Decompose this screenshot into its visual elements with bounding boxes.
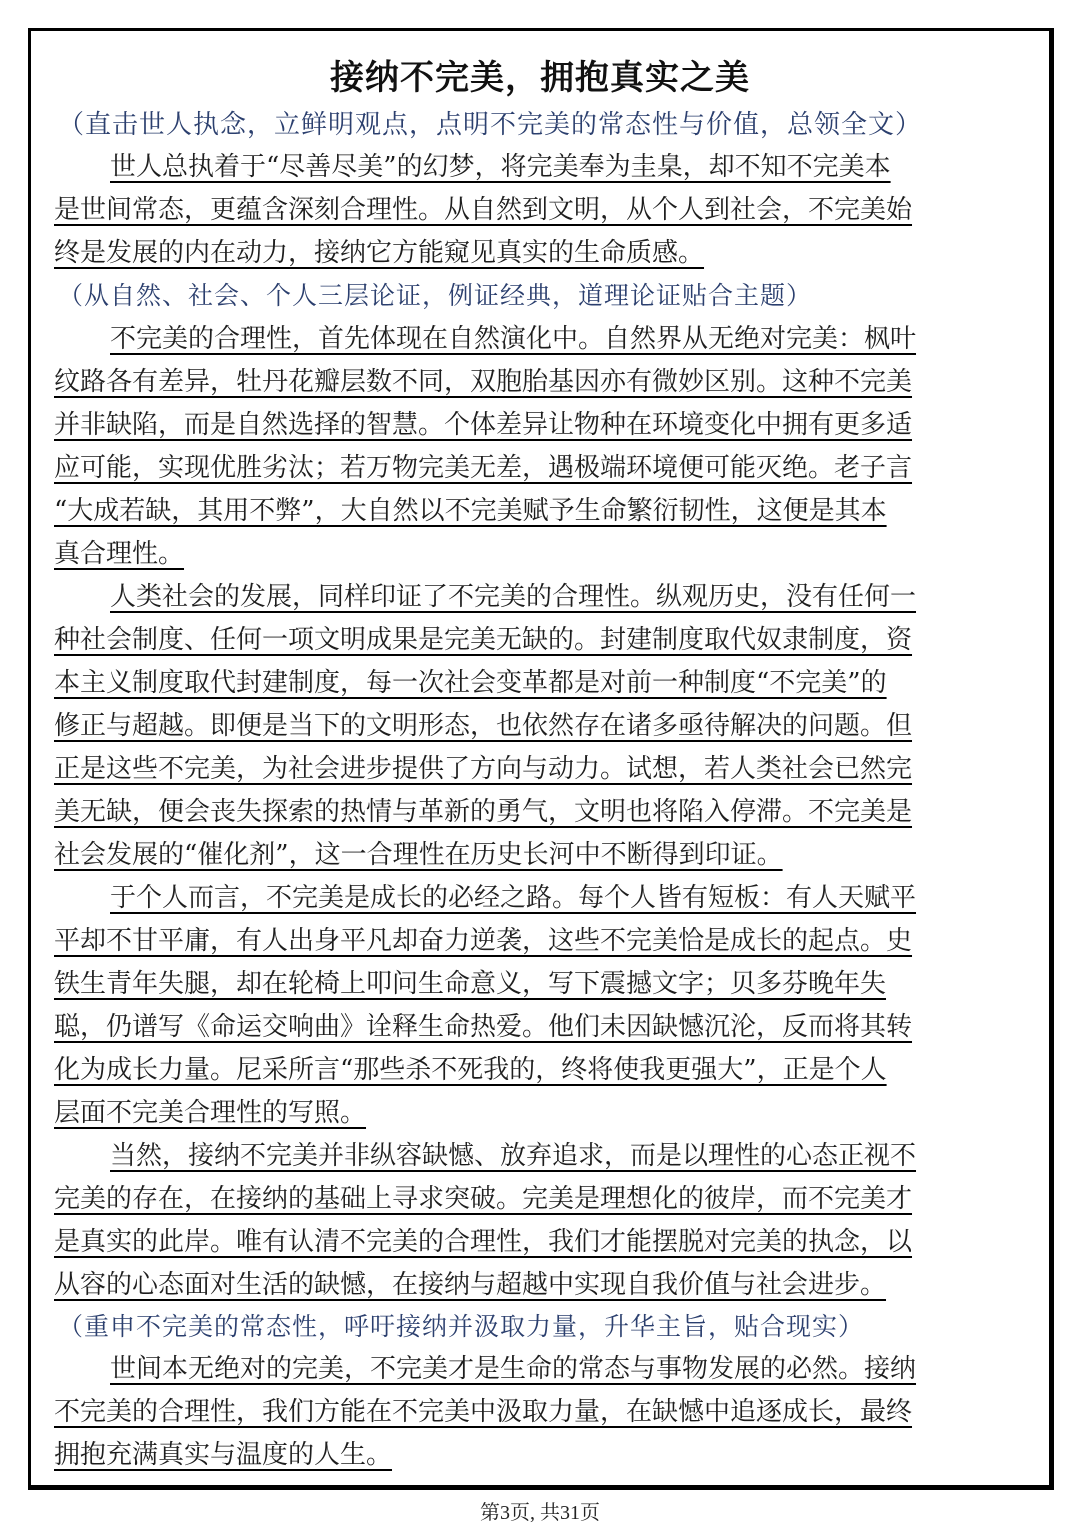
essay-line: 人类社会的发展，同样印证了不完美的合理性。纵观历史，没有任何一 bbox=[110, 582, 917, 612]
essay-title: 接纳不完美，拥抱真实之美 bbox=[330, 58, 750, 98]
annotation-conclusion: （重申不完美的常态性，呼吁接纳并汲取力量，升华主旨，贴合现实） bbox=[58, 1312, 865, 1341]
essay-line: 是真实的此岸。唯有认清不完美的合理性，我们才能摆脱对完美的执念，以 bbox=[54, 1227, 913, 1257]
essay-line: 完美的存在，在接纳的基础上寻求突破。完美是理想化的彼岸，而不完美才 bbox=[54, 1184, 913, 1214]
essay-line: 于个人而言，不完美是成长的必经之路。每个人皆有短板：有人天赋平 bbox=[110, 883, 917, 913]
essay-line: 本主义制度取代封建制度，每一次社会变革都是对前一种制度“不完美”的 bbox=[54, 668, 887, 698]
essay-line: 平却不甘平庸，有人出身平凡却奋力逆袭，这些不完美恰是成长的起点。史 bbox=[54, 926, 913, 956]
essay-line: 层面不完美合理性的写照。 bbox=[54, 1098, 367, 1128]
essay-line: 聪，仍谱写《命运交响曲》诠释生命热爱。他们未因缺憾沉沦，反而将其转 bbox=[54, 1012, 913, 1042]
annotation-intro: （直击世人执念，立鲜明观点，点明不完美的常态性与价值，总领全文） bbox=[58, 110, 923, 140]
essay-line: 真合理性。 bbox=[54, 539, 185, 569]
essay-line: 社会发展的“催化剂”，这一合理性在历史长河中不断得到印证。 bbox=[54, 840, 783, 870]
essay-line: 终是发展的内在动力，接纳它方能窥见真实的生命质感。 bbox=[54, 238, 705, 268]
essay-line: 修正与超越。即便是当下的文明形态，也依然存在诸多亟待解决的问题。但 bbox=[54, 711, 913, 741]
essay-line: 拥抱充满真实与温度的人生。 bbox=[54, 1440, 393, 1470]
page-number: 第3页, 共31页 bbox=[480, 1502, 600, 1524]
essay-line: 正是这些不完美，为社会进步提供了方向与动力。试想，若人类社会已然完 bbox=[54, 754, 913, 784]
essay-line: 当然，接纳不完美并非纵容缺憾、放弃追求，而是以理性的心态正视不 bbox=[110, 1141, 917, 1171]
essay-line: 化为成长力量。尼采所言“那些杀不死我的，终将使我更强大”，正是个人 bbox=[54, 1055, 887, 1085]
annotation-body: （从自然、社会、个人三层论证，例证经典，道理论证贴合主题） bbox=[58, 281, 813, 310]
essay-line: 不完美的合理性，我们方能在不完美中汲取力量，在缺憾中追逐成长，最终 bbox=[54, 1397, 913, 1427]
essay-line: 世人总执着于“尽善尽美”的幻梦，将完美奉为圭臬，却不知不完美本 bbox=[110, 152, 891, 182]
essay-line: 种社会制度、任何一项文明成果是完美无缺的。封建制度取代奴隶制度，资 bbox=[54, 625, 913, 655]
essay-line: “大成若缺，其用不弊”，大自然以不完美赋予生命繁衍韧性，这便是其本 bbox=[54, 496, 887, 526]
essay-line: 并非缺陷，而是自然选择的智慧。个体差异让物种在环境变化中拥有更多适 bbox=[54, 410, 913, 440]
essay-line: 纹路各有差异，牡丹花瓣层数不同，双胞胎基因亦有微妙区别。这种不完美 bbox=[54, 367, 913, 397]
essay-line: 应可能，实现优胜劣汰；若万物完美无差，遇极端环境便可能灭绝。老子言 bbox=[54, 453, 913, 483]
essay-line: 铁生青年失腿，却在轮椅上叩问生命意义，写下震撼文字；贝多芬晚年失 bbox=[54, 969, 887, 999]
essay-line: 美无缺，便会丧失探索的热情与革新的勇气，文明也将陷入停滞。不完美是 bbox=[54, 797, 913, 827]
essay-line: 是世间常态，更蕴含深刻合理性。从自然到文明，从个人到社会，不完美始 bbox=[54, 195, 913, 225]
essay-line: 世间本无绝对的完美，不完美才是生命的常态与事物发展的必然。接纳 bbox=[110, 1354, 917, 1384]
essay-line: 不完美的合理性，首先体现在自然演化中。自然界从无绝对完美：枫叶 bbox=[110, 324, 917, 354]
essay-line: 从容的心态面对生活的缺憾，在接纳与超越中实现自我价值与社会进步。 bbox=[54, 1270, 887, 1300]
